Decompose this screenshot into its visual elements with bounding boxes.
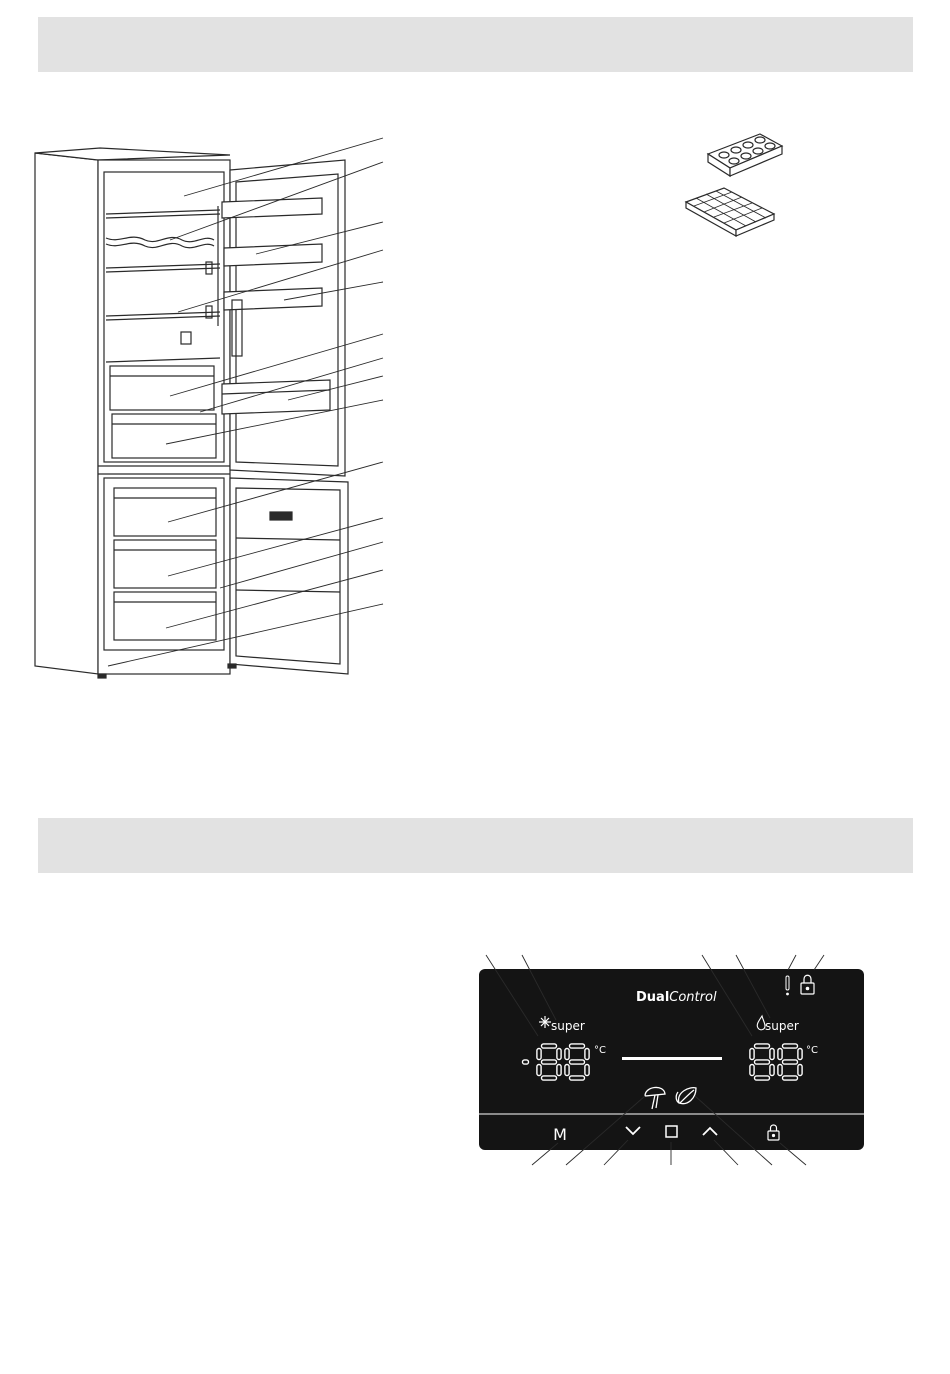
fridge-super-label: super (765, 1019, 799, 1033)
fridge-temp-unit: °C (806, 1045, 818, 1056)
freezer-temp-unit: °C (594, 1045, 606, 1056)
center-indicator-bar (622, 1057, 722, 1060)
brand-logo: DualControl (636, 990, 717, 1005)
mode-button[interactable]: M (553, 1125, 567, 1144)
freezer-super-label: super (551, 1019, 585, 1033)
